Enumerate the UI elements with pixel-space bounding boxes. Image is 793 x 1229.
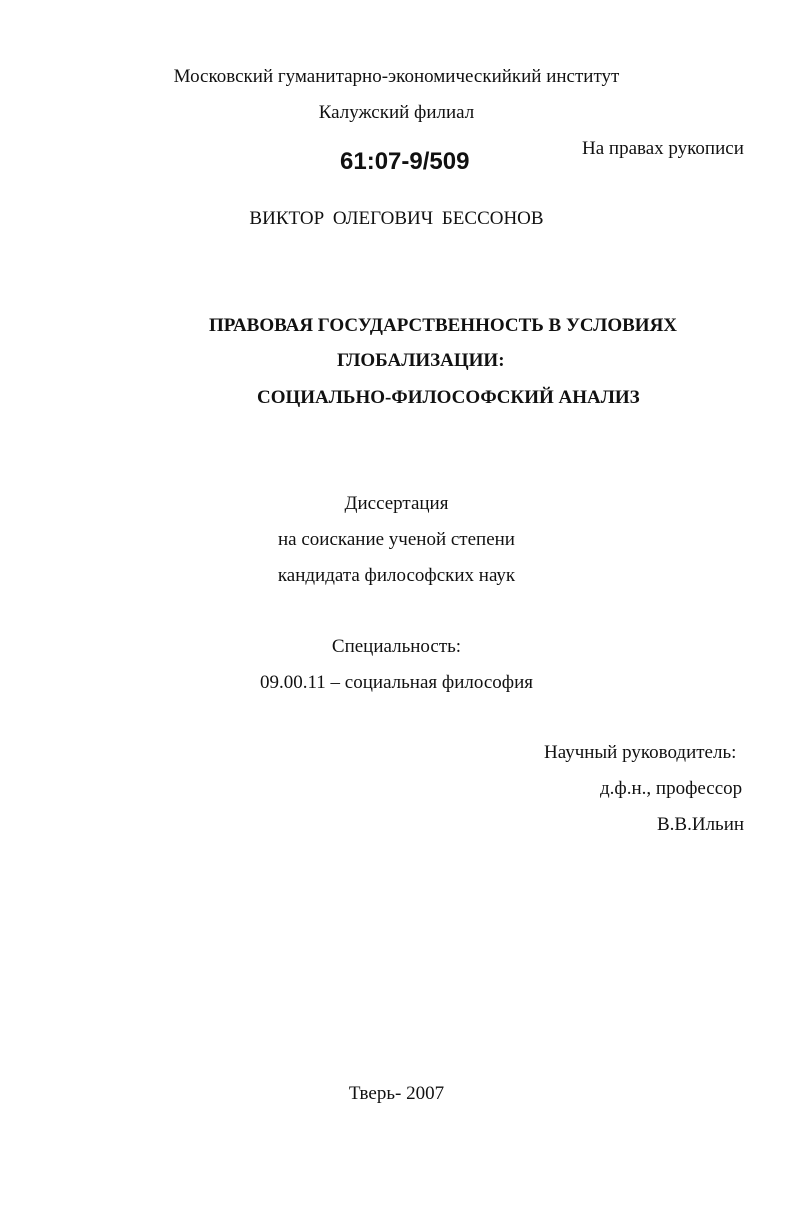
- branch-name: Калужский филиал: [318, 102, 475, 123]
- degree-line-1: на соискание ученой степени: [278, 529, 515, 550]
- author-name: ВИКТОР ОЛЕГОВИЧ БЕССОНОВ: [249, 208, 544, 229]
- document-type: Диссертация: [344, 493, 449, 514]
- supervisor-label: Научный руководитель:: [544, 742, 737, 763]
- degree-line-2: кандидата философских наук: [277, 565, 516, 586]
- specialty-label: Специальность:: [331, 636, 462, 657]
- city-year: Тверь- 2007: [348, 1083, 445, 1104]
- specialty-value: 09.00.11 – социальная философия: [260, 672, 533, 693]
- thesis-title-line-3: СОЦИАЛЬНО-ФИЛОСОФСКИЙ АНАЛИЗ: [257, 387, 640, 408]
- supervisor-name: В.В.Ильин: [657, 814, 745, 835]
- thesis-title-line-2: ГЛОБАЛИЗАЦИИ:: [337, 350, 505, 371]
- institute-name: Московский гуманитарно-экономическийкий институт: [173, 66, 620, 87]
- catalog-number: 61:07-9/509: [340, 148, 470, 175]
- manuscript-rights: На правах рукописи: [582, 138, 744, 159]
- thesis-title-line-1: ПРАВОВАЯ ГОСУДАРСТВЕННОСТЬ В УСЛОВИЯХ: [209, 315, 678, 336]
- supervisor-rank: д.ф.н., профессор: [600, 778, 743, 799]
